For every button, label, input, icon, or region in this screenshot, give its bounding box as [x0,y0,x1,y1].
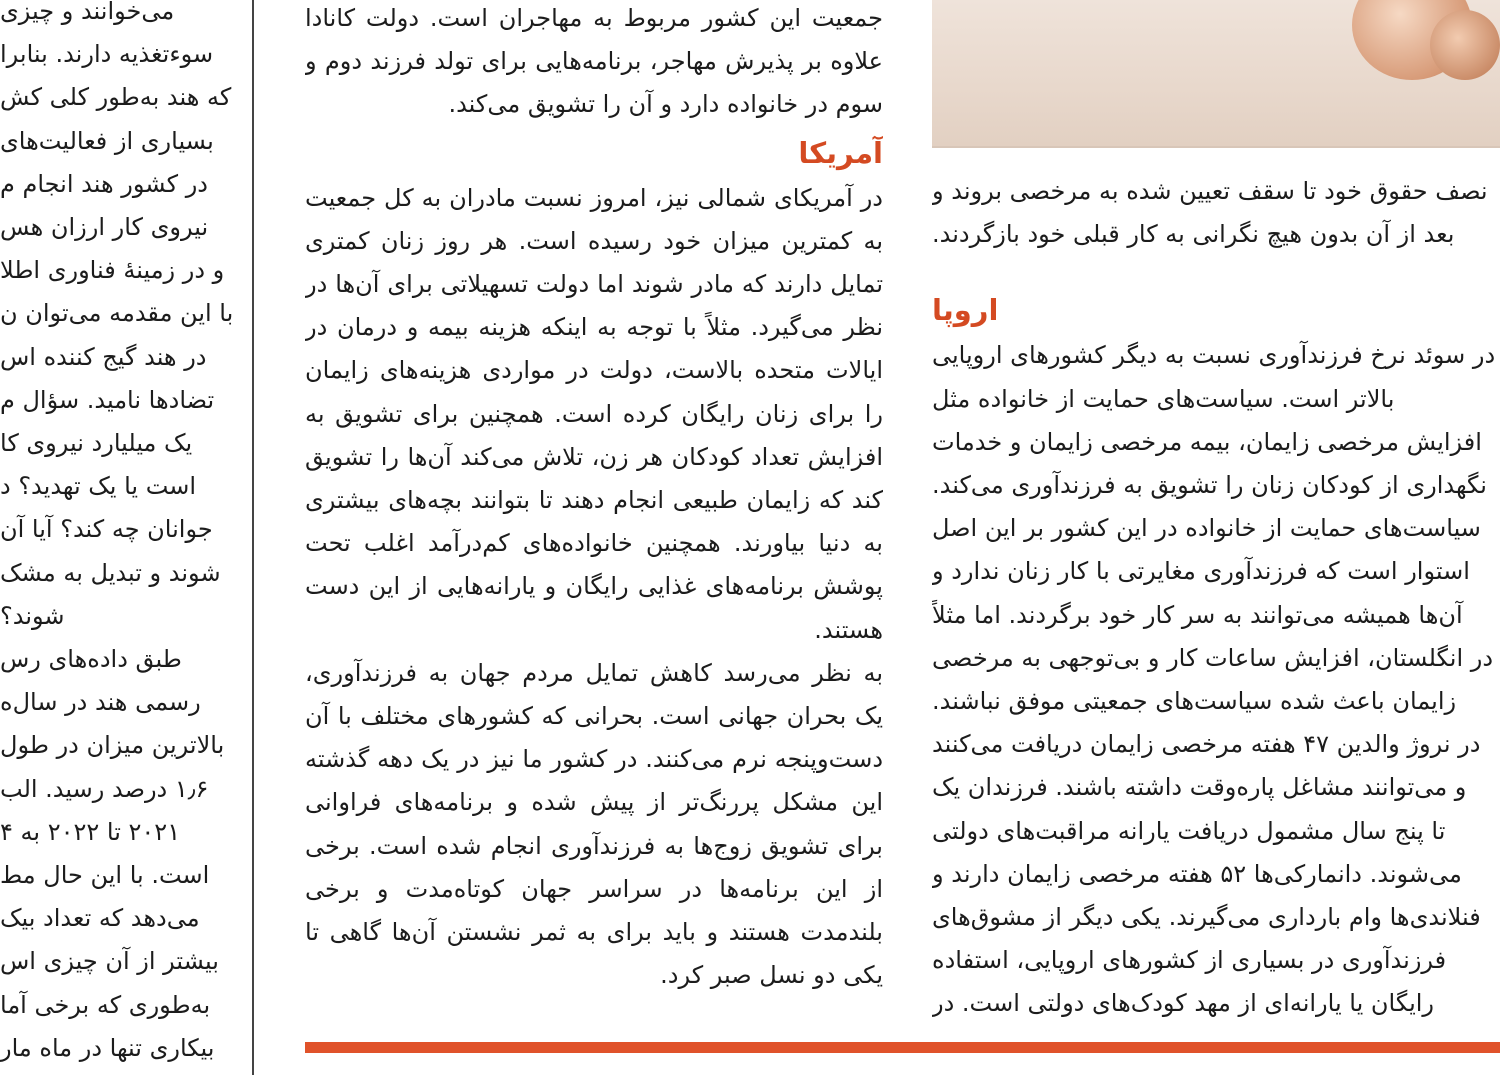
text-line: زایمان باعث شده سیاست‌های جمعیتی موفق نباشند. [932,687,1457,716]
text-line: نیروی کار ارزان هس [0,213,209,242]
text-line: سوءتغذیه دارند. بنابرا [0,40,214,69]
text-line: بیشتر از آن چیزی اس [0,947,219,976]
text-line: فرزندآوری در بسیاری از کشورهای اروپایی، استفاده [932,946,1447,975]
america-paragraph: در آمریکای شمالی نیز، امروز نسبت مادران به کل جمعیت به کمترین میزان خود رسیده است. هر روز زنان کمتری تمایل دارند که مادر شوند اما دولت تسهیلاتی برای آن‌ها در نظر می‌گیرد. مثلاً با توجه به اینکه هزینه بیمه و درمان در ایالات متحده بالاست، دولت در مواردی هزینه‌های زایمان را برای زنان رایگان کرده است. همچنین برای تشویق به افزایش تعداد کودکان هر زن، تلاش می‌کند آن‌ها را تشویق کند که زایمان طبیعی انجام دهند تا بتوانند بچه‌های بیشتری به دنیا بیاورند. همچنین خانواده‌های کم‌درآمد اغلب تحت پوشش برنامه‌های غذایی رایگان و یارانه‌هایی از این دست هستند. [305,183,883,644]
section-heading-america: آمریکا [798,135,883,170]
right-column [932,170,1500,1030]
text-line: استوار است که فرزندآوری مغایرتی با کار زنان ندارد و [932,557,1470,586]
text-line: در انگلستان، افزایش ساعات کار و بی‌توجهی به مرخصی [932,643,1494,672]
text-line: شوند؟ [0,601,65,630]
section-heading-europe: اروپا [932,293,999,328]
text-line: ۲۰۲۱ تا ۲۰۲۲ به ۴ [0,817,181,846]
left-column [0,0,238,1075]
text-line: در سوئد نرخ فرزندآوری نسبت به دیگر کشورهای اروپایی [932,341,1496,370]
text-line: افزایش مرخصی زایمان، بیمه مرخصی زایمان و خدمات [932,427,1482,456]
footer-rule [305,1042,1500,1053]
text-line: طبق داده‌های رس [0,645,182,674]
text-line: در کشور هند انجام م [0,169,208,198]
text-line: تا پنج سال مشمول دریافت یارانه مراقبت‌های دولتی [932,816,1446,845]
text-line: که هند به‌طور کلی کش [0,83,232,112]
right-top-paragraph [932,170,1500,256]
text-line: یک میلیارد نیروی کا [0,429,193,458]
text-line: فنلاندی‌ها وام بارداری می‌گیرند. یکی دیگر از مشوق‌های [932,903,1481,932]
text-line: نگهداری از کودکان زنان را تشویق به فرزندآوری می‌کند. [932,471,1487,500]
text-line: می‌شوند. دانمارکی‌ها ۵۲ هفته مرخصی زایمان دارند و [932,859,1462,888]
text-line: نصف حقوق خود تا سقف تعیین شده به مرخصی بروند و [932,177,1488,205]
text-line: تضادها نامید. سؤال م [0,385,215,414]
text-line: می‌خوانند و چیزی [0,0,175,25]
article-photo [932,0,1500,148]
middle-column [305,0,883,1017]
text-line: می‌دهد که تعداد بیک [0,904,200,933]
text-line: در هند گیج کننده اس [0,342,207,371]
text-line: رایگان یا یارانه‌ای از مهد کودک‌های دولتی است. در [932,989,1435,1018]
text-line: است یا یک تهدید؟ د [0,472,197,501]
conclusion-paragraph: به نظر می‌رسد کاهش تمایل مردم جهان به فرزندآوری، یک بحران جهانی است. بحرانی که کشورهای مختلف با آن دست‌وپنجه نرم می‌کنند. در کشور ما نیز در یک دهه گذشته این مشکل پررنگ‌تر از پیش شده و برنامه‌های فراوانی برای تشویق زوج‌ها به فرزندآوری انجام شده است. برخی از این برنامه‌ها در سراسر جهان کوتاه‌مدت و برخی بلندمدت هستند و باید برای به ثمر نشستن آن‌ها گاهی تا یکی دو نسل صبر کرد. [305,658,883,990]
column-divider [252,0,254,1075]
text-line: بالاترین میزان در طول [0,731,225,760]
text-line: و می‌توانند مشاغل پاره‌وقت داشته باشند. فرزندان یک [932,773,1467,802]
text-line: با این مقدمه می‌توان ن [0,299,234,328]
text-line: بسیاری از فعالیت‌های [0,126,214,155]
text-line: است. با این حال مط [0,861,210,890]
text-line: جوانان چه کند؟ آیا آن [0,515,213,544]
text-line: رسمی هند در سال‌ه [0,688,201,717]
canada-paragraph: جمعیت این کشور مربوط به مهاجران است. دولت کانادا علاوه بر پذیرش مهاجر، برنامه‌هایی برای تولد فرزند دوم و سوم در خانواده دارد و آن را تشویق می‌کند. [305,4,883,119]
text-line: بالاتر است. سیاست‌های حمایت از خانواده مثل [932,384,1395,413]
text-line: و در زمینهٔ فناوری اطلا [0,256,225,285]
text-line: آن‌ها همیشه می‌توانند به سر کار خود برگردند. اما مثلاً [932,600,1463,629]
text-line: ۱٫۶ درصد رسید. الب [0,774,209,803]
photo-detail [1430,10,1500,80]
text-line: به‌طوری که برخی آما [0,990,211,1019]
text-line: بعد از آن بدون هیچ نگرانی به کار قبلی خود بازگردند. [932,220,1455,249]
text-line: شوند و تبدیل به مشک [0,558,221,587]
europe-paragraph [932,334,1500,1025]
text-line: در نروژ والدین ۴۷ هفته مرخصی زایمان دریافت می‌کنند [932,730,1481,759]
text-line: بیکاری تنها در ماه مار [0,1033,215,1062]
text-line: سیاست‌های حمایت از خانواده در این کشور بر این اصل [932,514,1481,543]
